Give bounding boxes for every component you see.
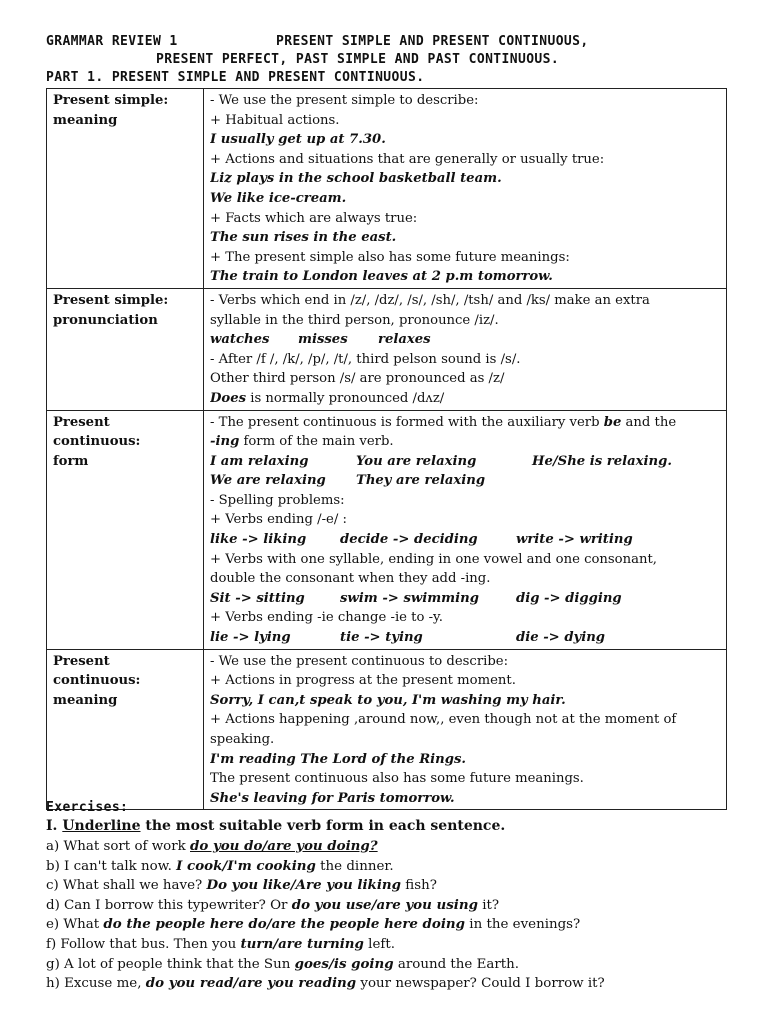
- instruction-text: the most suitable verb form in each sentence.: [140, 818, 506, 834]
- table-row: [47, 288, 727, 410]
- header-line2: PRESENT PERFECT, PAST SIMPLE AND PAST CONTINUOUS.: [156, 52, 560, 67]
- example-word: dig -> digging: [516, 590, 622, 606]
- example-sentence: Sorry, I can,t speak to you, I'm washing my hair.: [210, 692, 566, 708]
- row-label-cell: [47, 649, 204, 810]
- content-line: The present continuous also has some future meanings.: [210, 771, 584, 787]
- content-line: - Verbs which end in /z/, /dz/, /s/, /sh/, /tsh/ and /ks/ make an extra: [210, 292, 650, 308]
- content-line: + Verbs ending -ie change -ie to -y.: [210, 610, 443, 626]
- grammar-table: [46, 88, 727, 810]
- sentence-text: b) I can't talk now.: [46, 858, 177, 874]
- content-line: [210, 432, 722, 452]
- content-line: + Actions and situations that are generally or usually true:: [210, 151, 605, 167]
- content-line: - Spelling problems:: [210, 492, 345, 508]
- content-line: - We use the present simple to describe:: [210, 93, 479, 108]
- example-columns: [210, 471, 722, 491]
- content-line: speaking.: [210, 732, 275, 747]
- example-word: decide -> deciding: [340, 532, 478, 548]
- content-line: [210, 413, 722, 433]
- example-sentence: Liz plays in the school basketball team.: [210, 171, 502, 187]
- example-word: swim -> swimming: [340, 590, 479, 606]
- row-label-line: Present continuous:: [53, 414, 141, 450]
- underline-word: Underline: [62, 818, 141, 834]
- row-content-cell: [204, 649, 727, 810]
- exercise-sentence: [46, 857, 736, 877]
- content-line: + Verbs with one syllable, ending in one vowel and one consonant,: [210, 551, 657, 567]
- exercise-sentence: [46, 974, 736, 994]
- example-sentence: I usually get up at 7.30.: [210, 132, 386, 148]
- example-columns: [210, 452, 722, 472]
- exercise-number: I.: [46, 818, 58, 834]
- sentence-text: f) Follow that bus. Then you: [46, 936, 241, 952]
- sentence-text: c) What shall we have?: [46, 878, 207, 894]
- example-word: relaxes: [378, 332, 431, 348]
- sentence-text: the dinner.: [315, 858, 394, 874]
- example-word: watches: [210, 332, 270, 348]
- header-line1-right: PRESENT SIMPLE AND PRESENT CONTINUOUS,: [276, 34, 589, 49]
- row-label-cell: [47, 89, 204, 289]
- row-label-line: meaning: [53, 692, 118, 708]
- example-word: misses: [298, 332, 348, 348]
- content-line: Other third person /s/ are pronounced as /z/: [210, 371, 505, 387]
- example-word: die -> dying: [516, 630, 606, 646]
- example-word: tie -> tying: [340, 630, 423, 646]
- sentence-text: d) Can I borrow this typewriter? Or: [46, 897, 292, 913]
- example-word: like -> liking: [210, 532, 307, 548]
- sentence-text: a) What sort of work: [46, 839, 191, 854]
- row-label-line: form: [53, 453, 89, 469]
- table-row: [47, 649, 727, 810]
- row-label-line: pronunciation: [53, 312, 158, 328]
- exercise-sentences: [46, 837, 736, 994]
- example-columns: [210, 628, 722, 648]
- example-sentence: The train to London leaves at 2 p.m tomorrow.: [210, 269, 553, 285]
- header-line1-left: GRAMMAR REVIEW 1: [46, 34, 178, 49]
- row-content-cell: [204, 89, 727, 289]
- row-content-cell: [204, 410, 727, 649]
- line-text: is normally pronounced /dʌz/: [246, 390, 445, 406]
- exercise-sentence: [46, 876, 736, 896]
- exercise-sentence: [46, 915, 736, 935]
- verb-options: Do you like/Are you liking: [206, 877, 402, 894]
- sentence-text: g) A lot of people think that the Sun: [46, 956, 295, 972]
- content-line: - After /f /, /k/, /p/, /t/, third pelson sound is /s/.: [210, 351, 521, 367]
- example-word: They are relaxing: [356, 473, 486, 489]
- row-content-cell: [204, 288, 727, 410]
- line-text: and the: [621, 414, 677, 430]
- line-text: Does: [210, 390, 247, 406]
- example-word: He/She is relaxing.: [532, 453, 672, 469]
- exercise-sentence: [46, 837, 736, 857]
- table-row: [47, 89, 727, 289]
- row-label-line: Present simple:: [53, 93, 169, 108]
- sentence-text: h) Excuse me,: [46, 976, 146, 992]
- content-line: + Facts which are always true:: [210, 210, 418, 226]
- row-label-cell: [47, 410, 204, 649]
- exercise-sentence: [46, 935, 736, 955]
- table-row: [47, 410, 727, 649]
- sentence-text: in the evenings?: [465, 917, 581, 933]
- example-word: write -> writing: [516, 532, 633, 548]
- content-line: + Actions in progress at the present moment.: [210, 673, 516, 689]
- highlight-suffix: -ing: [210, 434, 240, 450]
- row-label-line: meaning: [53, 112, 118, 128]
- sentence-text: e) What: [46, 917, 104, 933]
- verb-options: do you do/are you doing?: [190, 838, 378, 854]
- example-columns: [210, 589, 722, 609]
- example-word: Sit -> sitting: [210, 590, 305, 606]
- verb-options: do you read/are you reading: [145, 975, 357, 992]
- verb-options: turn/are turning: [240, 935, 364, 952]
- example-word: We are relaxing: [210, 473, 326, 489]
- verb-options: do you use/are you using: [291, 896, 478, 913]
- content-line: + The present simple also has some future meanings:: [210, 249, 570, 265]
- example-word: I am relaxing: [210, 453, 309, 469]
- exercise-instruction: [46, 818, 505, 834]
- verb-options: goes/is going: [294, 955, 394, 972]
- sentence-text: left.: [363, 936, 395, 952]
- sentence-text: fish?: [401, 878, 437, 894]
- exercise-sentence: [46, 955, 736, 975]
- exercises-title: Exercises:: [46, 800, 129, 815]
- example-word: lie -> lying: [210, 630, 291, 646]
- highlight-word: be: [603, 414, 622, 430]
- row-label-line: Present simple:: [53, 292, 169, 308]
- content-line: [210, 389, 722, 409]
- line-text: - The present continuous is formed with the auxiliary verb: [210, 414, 604, 430]
- row-label-cell: [47, 288, 204, 410]
- sentence-text: your newspaper? Could I borrow it?: [356, 976, 605, 992]
- content-line: syllable in the third person, pronounce /iz/.: [210, 312, 499, 328]
- content-line: + Verbs ending /-e/ :: [210, 512, 347, 528]
- part-title: PART 1. PRESENT SIMPLE AND PRESENT CONTINUOUS.: [46, 70, 425, 85]
- example-columns: [210, 330, 722, 350]
- exercise-sentence: [46, 896, 736, 916]
- example-sentence: The sun rises in the east.: [210, 230, 397, 246]
- row-label-line: continuous:: [53, 673, 141, 689]
- verb-options: I cook/I'm cooking: [176, 857, 316, 874]
- content-line: + Actions happening ,around now,, even though not at the moment of: [210, 712, 677, 728]
- example-sentence: We like ice-cream.: [210, 190, 347, 206]
- content-line: double the consonant when they add -ing.: [210, 571, 491, 587]
- sentence-text: it?: [477, 897, 500, 913]
- example-sentence: I'm reading The Lord of the Rings.: [210, 751, 466, 767]
- content-line: + Habitual actions.: [210, 112, 340, 128]
- example-columns: [210, 530, 722, 550]
- line-text: form of the main verb.: [239, 434, 394, 450]
- verb-options: do the people here do/are the people here doing: [103, 916, 466, 933]
- sentence-text: around the Earth.: [393, 956, 520, 972]
- row-label-line: Present: [53, 653, 110, 669]
- example-sentence: She's leaving for Paris tomorrow.: [210, 790, 455, 806]
- example-word: You are relaxing: [356, 453, 477, 469]
- content-line: - We use the present continuous to describe:: [210, 653, 509, 669]
